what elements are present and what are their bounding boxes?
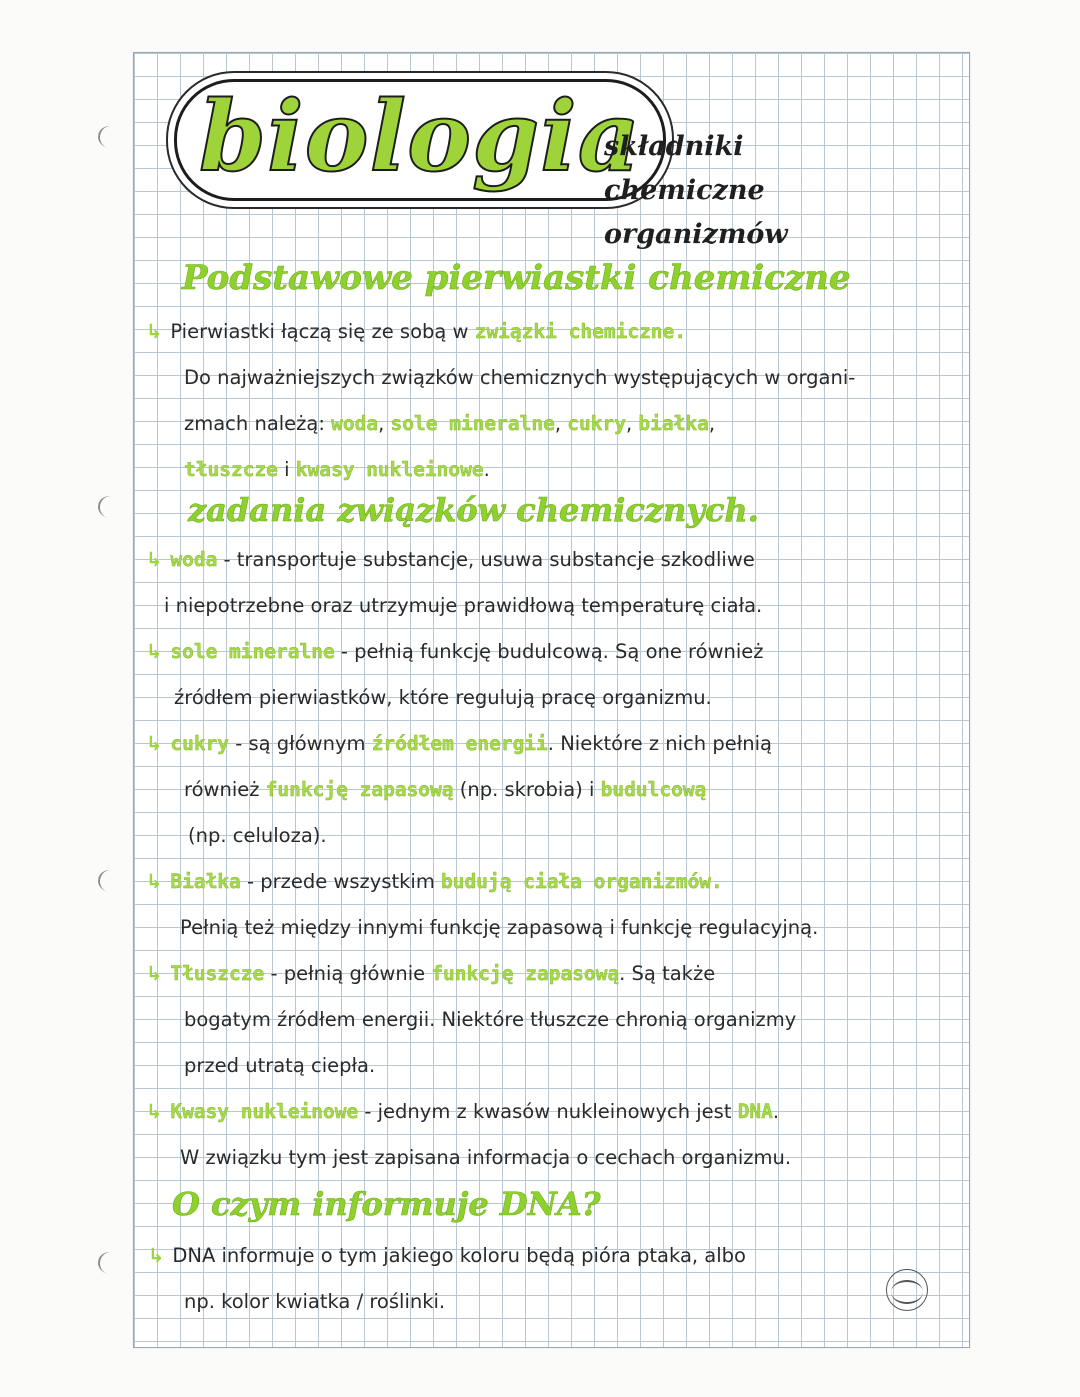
- cukry-line-2: również funkcję zapasową (np. skrobia) i budulcową: [184, 778, 707, 801]
- arrow-icon: ↳: [146, 320, 163, 343]
- heading-elements: Podstawowe pierwiastki chemiczne: [182, 258, 851, 298]
- bialka-line-1: ↳ Białka - przede wszystkim budują ciała organizmów.: [146, 870, 723, 893]
- tluszcze-line-2: bogatym źródłem energii. Niektóre tłuszcze chronią organizmy: [184, 1008, 797, 1031]
- title-badge: [174, 79, 666, 201]
- arrow-icon: ↳: [146, 732, 163, 755]
- dna-line-1: ↳ DNA informuje o tym jakiego koloru będą pióra ptaka, albo: [148, 1244, 746, 1267]
- cukry-line-1: ↳ cukry - są głównym źródłem energii. Niektóre z nich pełnią: [146, 732, 772, 755]
- binder-ring-2: [96, 494, 123, 520]
- arrow-icon: ↳: [148, 1244, 165, 1267]
- arrow-icon: ↳: [146, 640, 163, 663]
- kwasy-line-1: ↳ Kwasy nukleinowe - jednym z kwasów nukleinowych jest DNA.: [146, 1100, 780, 1123]
- tluszcze-line-1: ↳ Tłuszcze - pełnią głównie funkcję zapasową. Są także: [146, 962, 716, 985]
- woda-line-2: i niepotrzebne oraz utrzymuje prawidłową temperaturę ciała.: [164, 594, 763, 617]
- sole-line-1: ↳ sole mineralne - pełnią funkcję budulcową. Są one również: [146, 640, 764, 663]
- bialka-line-2: Pełnią też między innymi funkcję zapasową i funkcję regulacyjną.: [180, 916, 819, 939]
- heading-tasks: zadania związków chemicznych.: [188, 491, 759, 529]
- heading-dna: O czym informuje DNA?: [172, 1185, 601, 1223]
- binder-ring-4: [96, 1250, 123, 1276]
- arrow-icon: ↳: [146, 962, 163, 985]
- subtitle-line-1: składniki: [604, 131, 744, 162]
- line-elements-4: tłuszcze i kwasy nukleinowe.: [184, 458, 490, 481]
- arrow-icon: ↳: [146, 870, 163, 893]
- subtitle-line-2: chemiczne: [604, 175, 765, 206]
- dna-line-2: np. kolor kwiatka / roślinki.: [184, 1290, 446, 1313]
- line-elements-2: Do najważniejszych związków chemicznych występujących w organi-: [184, 366, 856, 389]
- tluszcze-line-3: przed utratą ciepła.: [184, 1054, 376, 1077]
- subtitle-line-3: organizmów: [604, 219, 788, 250]
- line-elements-3: zmach należą: woda, sole mineralne, cukry, białka,: [184, 412, 716, 435]
- kwasy-line-2: W związku tym jest zapisana informacja o cechach organizmu.: [180, 1146, 792, 1169]
- arrow-icon: ↳: [146, 548, 163, 571]
- binder-ring-3: [96, 868, 123, 894]
- subtitle: [604, 125, 864, 257]
- sole-line-2: źródłem pierwiastków, które regulują pracę organizmu.: [174, 686, 712, 709]
- page-title: biologia: [199, 80, 641, 193]
- globe-logo-icon: [886, 1269, 928, 1311]
- binder-ring-1: [96, 124, 123, 150]
- line-elements-1: ↳ Pierwiastki łączą się ze sobą w związki chemiczne.: [146, 320, 687, 343]
- woda-line-1: ↳ woda - transportuje substancje, usuwa substancje szkodliwe: [146, 548, 755, 571]
- grid-paper-sheet: [133, 52, 970, 1348]
- arrow-icon: ↳: [146, 1100, 163, 1123]
- cukry-line-3: (np. celuloza).: [188, 824, 327, 847]
